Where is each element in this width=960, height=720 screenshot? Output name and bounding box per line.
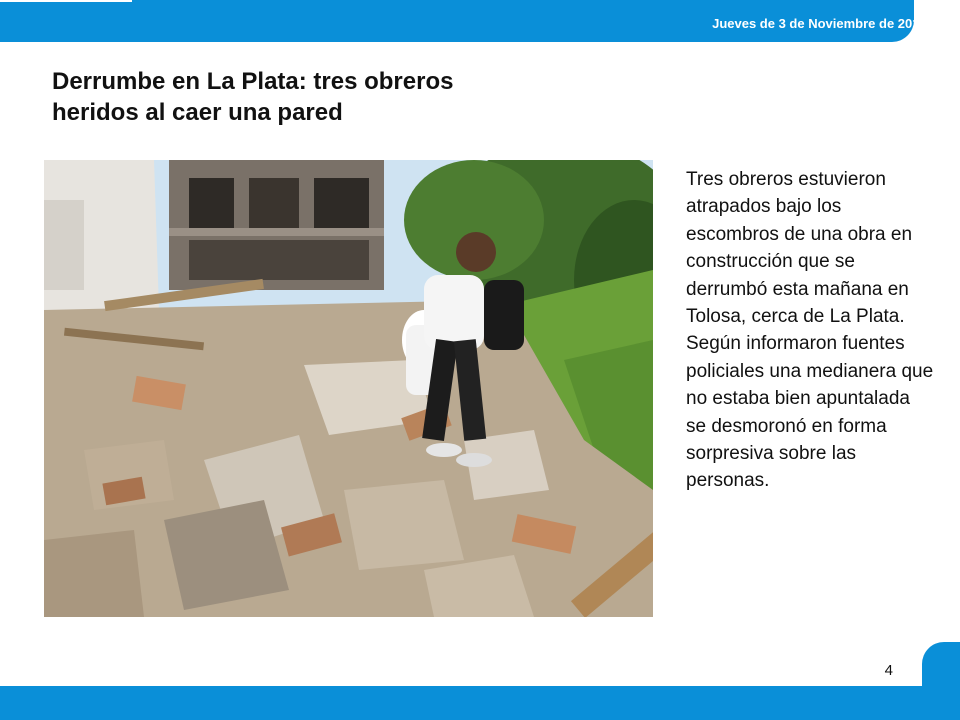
header-date: Jueves de 3 de Noviembre de 2011 [712,16,926,31]
collapsed-wall-photo-illustration [44,160,653,617]
article-body: Tres obreros estuvieron atrapados bajo los escombros de una obra en construcción que se derrumbó esta mañana en Tolosa, cerca de La Plata. Según informaron fuentes policiales una medianera que no estaba bien apuntalada se desmoronó en forma sorpresiva sobre las personas. [686,169,934,492]
article-photo [44,160,653,617]
footer-bar [0,686,960,720]
article-title: Derrumbe en La Plata: tres obreros heridos al caer una pared [52,68,454,126]
header-accent-line [0,0,132,2]
page-number: 4 [884,662,893,679]
